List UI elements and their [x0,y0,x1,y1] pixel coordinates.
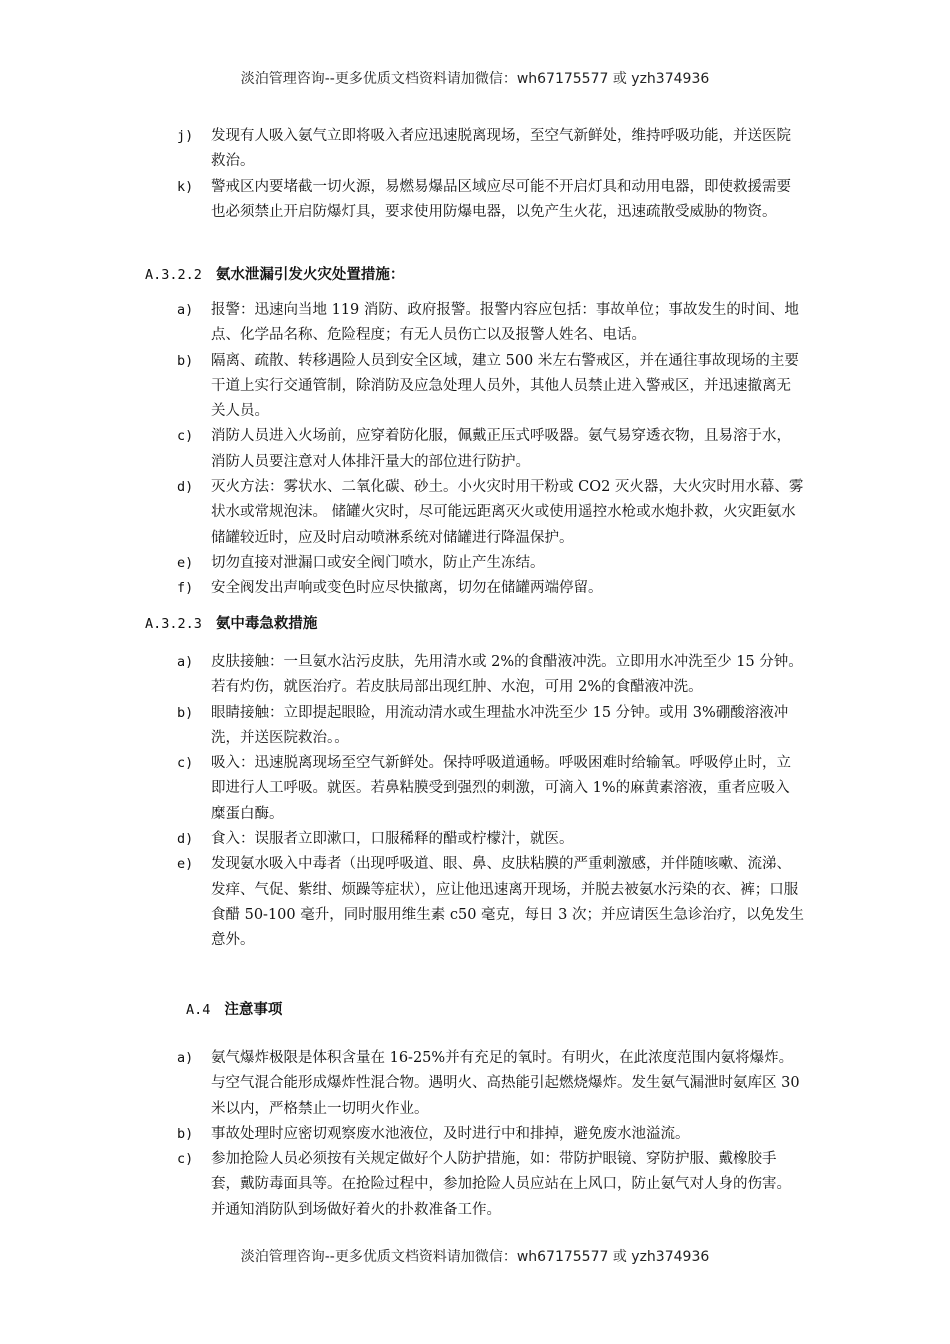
item-text: 切勿直接对泄漏口或安全阀门喷水，防止产生冻结。 [211,554,545,571]
page-header: 淡泊管理咨询--更多优质文档资料请加微信：wh67175577 或 yzh374936 [240,71,710,87]
item-text: 发现氨水吸入中毒者（出现呼吸道、眼、鼻、皮肤粘膜的严重刺激感，并伴随咳嗽、流涕、发痒、气促、紫绀、烦躁等症状），应让他迅速离开现场，并脱去被氨水污染的衣、裤；口服食醋 50-100 毫升，同时服用维生素 c50 毫克，每日 3 次；并应请医生急诊治疗，以免发生意外。 [211,856,804,949]
section-number: A.3.2.2 [145,267,202,283]
item-marker: c) [177,428,194,445]
item-text: 安全阀发出声响或变色时应尽快撤离，切勿在储罐两端停留。 [211,580,603,597]
item-text: 参加抢险人员必须按有关规定做好个人防护措施，如：带防护眼镜、穿防护服、戴橡胶手套，戴防毒面具等。在抢险过程中，参加抢险人员应站在上风口，防止氨气对人身的伤害。并通知消防队到场做好着火的扑救准备工作。 [211,1151,791,1218]
list-item [0,751,804,827]
item-marker: d) [177,831,194,848]
item-marker: c) [177,1151,194,1168]
section-number: A.3.2.3 [145,616,202,632]
item-marker: a) [177,302,194,318]
item-marker: e) [177,856,194,873]
section-heading-a322 [145,263,404,284]
item-marker: c) [177,755,194,772]
list-block-3 [0,650,950,954]
item-text: 警戒区内要堵截一切火源，易燃易爆品区域应尽可能不开启灯具和动用电器，即使救援需要也必须禁止开启防爆灯具，要求使用防爆电器，以免产生火花，迅速疏散受威胁的物资。 [211,178,791,220]
list-block-2 [0,298,950,602]
section-title: 注意事项 [224,1002,283,1018]
list-item [0,1046,804,1122]
item-marker: e) [177,554,194,571]
list-item [0,551,804,576]
list-block-4 [0,1046,950,1223]
item-marker: b) [177,1125,194,1142]
list-item [0,124,804,175]
list-item [0,1122,804,1147]
section-heading-a4 [186,998,282,1019]
item-text: 食入：误服者立即漱口，口服稀释的醋或柠檬汁，就医。 [211,831,574,848]
item-text: 报警：迅速向当地 119 消防、政府报警。报警内容应包括：事故单位；事故发生的时间、地点、化学品名称、危险程度；有无人员伤亡以及报警人姓名、电话。 [211,302,799,344]
item-marker: b) [177,704,194,721]
item-text: 隔离、疏散、转移遇险人员到安全区域，建立 500 米左右警戒区，并在通往事故现场的主要干道上实行交通管制，除消防及应急处理人员外，其他人员禁止进入警戒区，并迅速撤离无关人员。 [211,352,799,420]
list-item [0,852,804,953]
item-marker: a) [177,654,194,670]
section-title: 氨水泄漏引发火灾处置措施： [215,267,405,283]
list-item [0,349,804,425]
list-item [0,298,804,349]
item-text: 事故处理时应密切观察废水池液位，及时进行中和排掉，避免废水池溢流。 [211,1125,690,1142]
item-marker: f) [177,580,194,597]
item-marker: j) [177,128,194,144]
item-text: 皮肤接触：一旦氨水沾污皮肤，先用清水或 2%的食醋液冲洗。立即用水冲洗至少 15 分钟。若有灼伤，就医治疗。若皮肤局部出现红肿、水泡，可用 2%的食醋液冲洗。 [211,654,803,696]
list-block-1 [0,124,950,225]
list-item [0,475,804,551]
list-item [0,1147,804,1223]
list-item [0,701,804,752]
list-item [0,827,804,852]
item-marker: k) [177,178,194,195]
list-item [0,175,804,226]
item-marker: a) [177,1050,194,1066]
list-item [0,424,804,475]
section-heading-a323 [145,612,317,633]
list-item [0,576,804,601]
item-marker: b) [177,352,194,369]
section-number: A.4 [186,1002,211,1018]
item-marker: d) [177,479,194,496]
item-text: 消防人员进入火场前，应穿着防化服，佩戴正压式呼吸器。氨气易穿透衣物，且易溶于水，消防人员要注意对人体排汗量大的部位进行防护。 [211,428,791,470]
item-text: 发现有人吸入氨气立即将吸入者应迅速脱离现场，至空气新鲜处，维持呼吸功能，并送医院救治。 [211,128,791,170]
list-item [0,650,804,701]
item-text: 灭火方法：雾状水、二氧化碳、砂土。小火灾时用干粉或 CO2 灭火器，大火灾时用水幕、雾状水或常规泡沫。 储罐火灾时，尽可能远距离灭火或使用遥控水枪或水炮扑救，火灾距氨水储罐较近时，应及时启动喷淋系统对储罐进行降温保护。 [211,479,804,546]
item-text: 吸入：迅速脱离现场至空气新鲜处。保持呼吸道通畅。呼吸困难时给输氧。呼吸停止时，立即进行人工呼吸。就医。若鼻粘膜受到强烈的刺激，可滴入 1%的麻黄素溶液，重者应吸入糜蛋白酶。 [211,755,791,822]
section-title: 氨中毒急救措施 [215,616,318,632]
item-text: 氨气爆炸极限是体积含量在 16-25%并有充足的氧时。有明火，在此浓度范围内氨将爆炸。与空气混合能形成爆炸性混合物。遇明火、高热能引起燃烧爆炸。发生氨气漏泄时氨库区 30 米以内，严格禁止一切明火作业。 [211,1050,800,1117]
page-footer: 淡泊管理咨询--更多优质文档资料请加微信：wh67175577 或 yzh374936 [240,1249,710,1265]
item-text: 眼睛接触：立即提起眼睑，用流动清水或生理盐水冲洗至少 15 分钟。或用 3%硼酸溶液冲洗，并送医院救治。。 [211,704,789,746]
